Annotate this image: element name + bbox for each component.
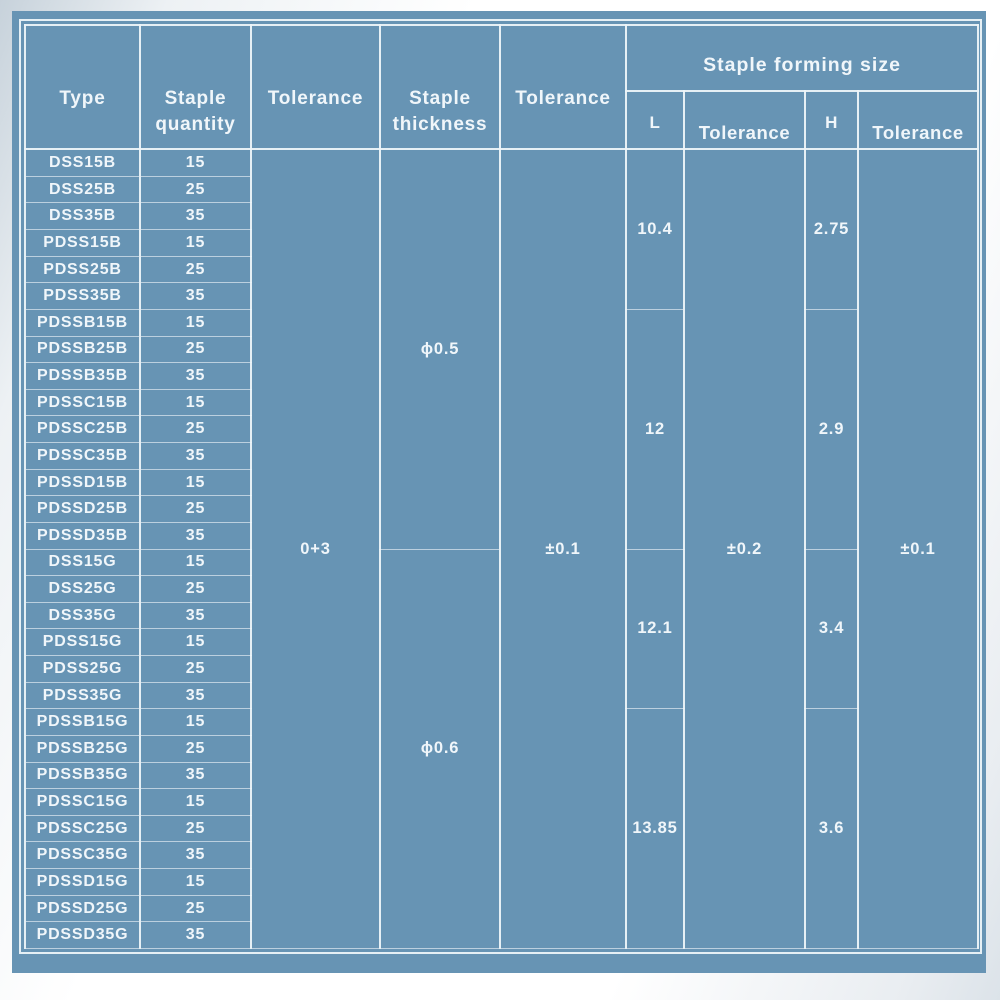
cell-l: 13.85 — [626, 709, 684, 949]
cell-quantity: 15 — [140, 549, 251, 576]
cell-type: PDSSD25G — [25, 895, 140, 922]
cell-quantity: 15 — [140, 309, 251, 336]
cell-tolerance-quantity: 0+3 — [251, 149, 380, 949]
table-header — [25, 25, 978, 149]
table-row — [25, 149, 978, 176]
cell-type: PDSS25B — [25, 256, 140, 283]
cell-type: DSS35B — [25, 203, 140, 230]
cell-type: PDSSD35G — [25, 922, 140, 949]
cell-l: 12.1 — [626, 549, 684, 709]
cell-quantity: 35 — [140, 922, 251, 949]
cell-type: DSS15B — [25, 149, 140, 176]
cell-type: PDSSB15G — [25, 709, 140, 736]
cell-quantity: 25 — [140, 815, 251, 842]
header-tolerance-h: Tolerance — [858, 91, 978, 149]
cell-type: PDSSD15B — [25, 469, 140, 496]
cell-quantity: 35 — [140, 443, 251, 470]
cell-quantity: 25 — [140, 735, 251, 762]
cell-quantity: 15 — [140, 389, 251, 416]
cell-quantity: 15 — [140, 629, 251, 656]
cell-h: 3.4 — [805, 549, 858, 709]
cell-quantity: 15 — [140, 230, 251, 257]
cell-quantity: 35 — [140, 682, 251, 709]
cell-type: PDSSC25B — [25, 416, 140, 443]
staple-spec-table — [24, 24, 979, 949]
cell-type: DSS35G — [25, 602, 140, 629]
cell-quantity: 25 — [140, 656, 251, 683]
header-staple-quantity: Staple quantity — [140, 25, 251, 149]
cell-type: PDSS15G — [25, 629, 140, 656]
header-tolerance-l: Tolerance — [684, 91, 805, 149]
cell-quantity: 35 — [140, 522, 251, 549]
cell-quantity: 35 — [140, 203, 251, 230]
cell-type: PDSSD25B — [25, 496, 140, 523]
cell-type: PDSS25G — [25, 656, 140, 683]
cell-type: PDSS35G — [25, 682, 140, 709]
cell-type: PDSSC35G — [25, 842, 140, 869]
cell-h: 3.6 — [805, 709, 858, 949]
cell-quantity: 35 — [140, 363, 251, 390]
cell-type: PDSSB25G — [25, 735, 140, 762]
cell-type: PDSSC15G — [25, 789, 140, 816]
cell-quantity: 15 — [140, 789, 251, 816]
cell-quantity: 35 — [140, 842, 251, 869]
table-body — [25, 149, 978, 949]
cell-quantity: 35 — [140, 762, 251, 789]
cell-quantity: 35 — [140, 283, 251, 310]
cell-quantity: 25 — [140, 895, 251, 922]
cell-quantity: 15 — [140, 709, 251, 736]
cell-type: PDSS15B — [25, 230, 140, 257]
header-staple-forming-size: Staple forming size — [626, 25, 978, 91]
cell-quantity: 25 — [140, 496, 251, 523]
cell-quantity: 25 — [140, 576, 251, 603]
cell-quantity: 25 — [140, 176, 251, 203]
cell-h: 2.9 — [805, 309, 858, 549]
cell-type: PDSSB15B — [25, 309, 140, 336]
header-tolerance-quantity: Tolerance — [251, 25, 380, 149]
cell-tolerance-h: ±0.1 — [858, 149, 978, 949]
cell-l: 10.4 — [626, 149, 684, 309]
header-staple-thickness: Staple thickness — [380, 25, 500, 149]
cell-quantity: 15 — [140, 869, 251, 896]
header-row-1 — [25, 25, 978, 91]
header-tolerance-thickness: Tolerance — [500, 25, 626, 149]
cell-type: PDSSC15B — [25, 389, 140, 416]
header-l: L — [626, 91, 684, 149]
cell-quantity: 25 — [140, 336, 251, 363]
cell-type: PDSSB35G — [25, 762, 140, 789]
cell-quantity: 35 — [140, 602, 251, 629]
spec-panel — [12, 11, 986, 973]
cell-type: DSS25B — [25, 176, 140, 203]
cell-type: PDSSC35B — [25, 443, 140, 470]
cell-tolerance-l: ±0.2 — [684, 149, 805, 949]
cell-thickness: ϕ0.6 — [380, 549, 500, 948]
cell-type: PDSS35B — [25, 283, 140, 310]
cell-type: PDSSC25G — [25, 815, 140, 842]
header-h: H — [805, 91, 858, 149]
cell-type: DSS15G — [25, 549, 140, 576]
cell-quantity: 25 — [140, 416, 251, 443]
cell-quantity: 15 — [140, 469, 251, 496]
cell-h: 2.75 — [805, 149, 858, 309]
table-frame — [19, 19, 982, 954]
cell-l: 12 — [626, 309, 684, 549]
cell-thickness: ϕ0.5 — [380, 149, 500, 549]
cell-tolerance-thickness: ±0.1 — [500, 149, 626, 949]
cell-type: PDSSB25B — [25, 336, 140, 363]
cell-type: PDSSD15G — [25, 869, 140, 896]
cell-quantity: 15 — [140, 149, 251, 176]
cell-type: PDSSB35B — [25, 363, 140, 390]
cell-quantity: 25 — [140, 256, 251, 283]
cell-type: PDSSD35B — [25, 522, 140, 549]
header-type: Type — [25, 25, 140, 149]
cell-type: DSS25G — [25, 576, 140, 603]
